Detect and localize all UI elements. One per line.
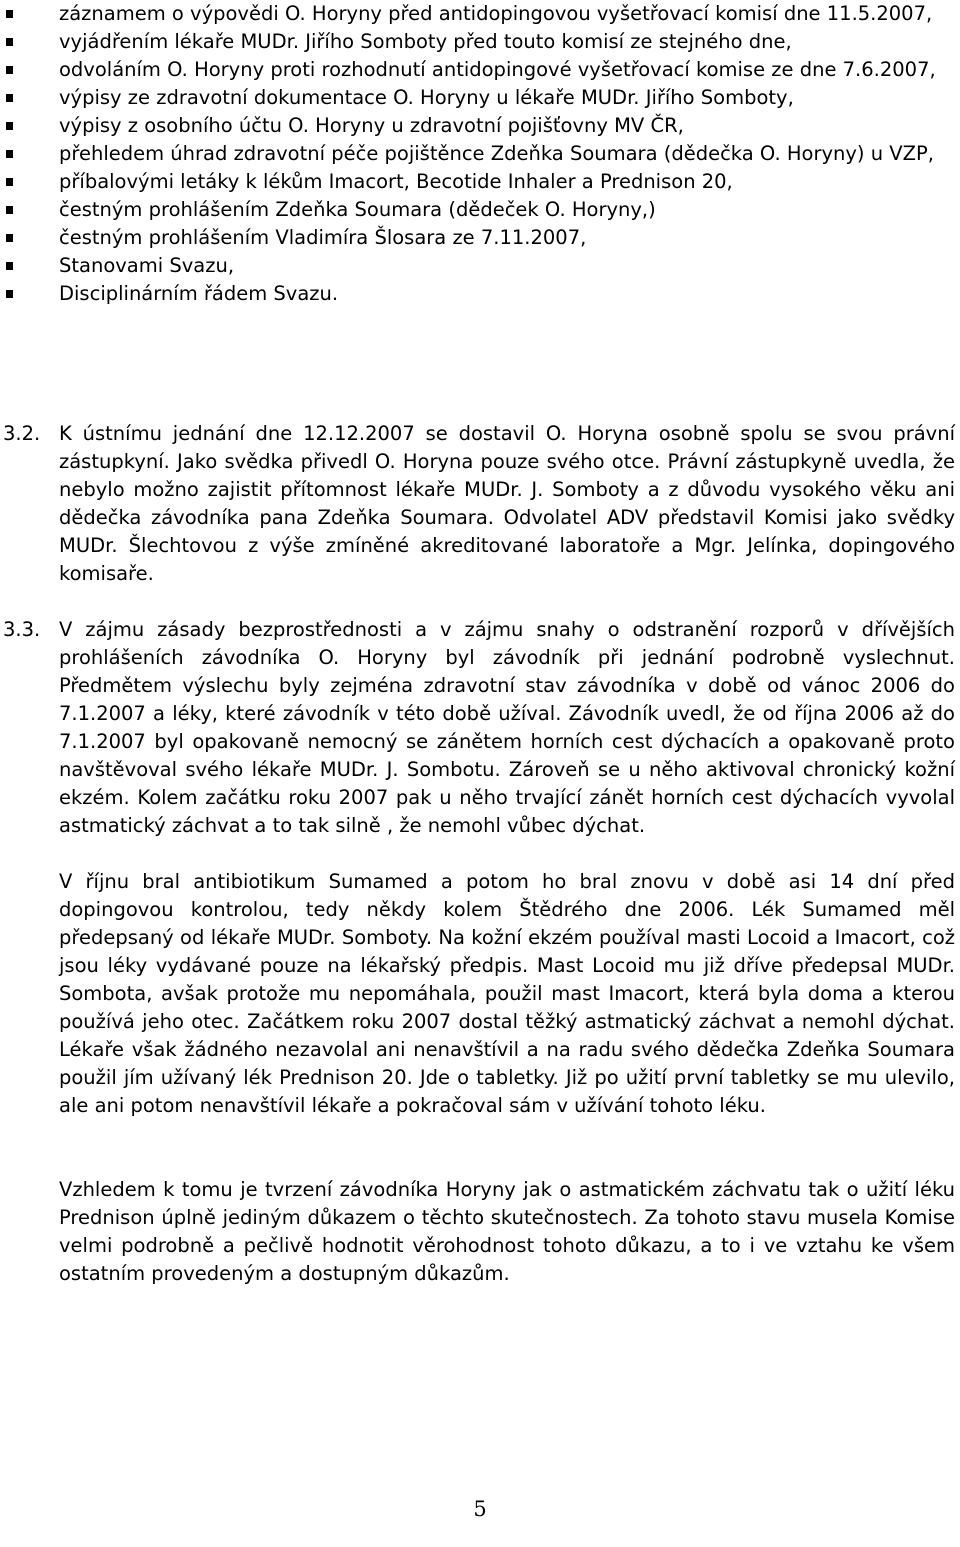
list-item: výpisy z osobního účtu O. Horyny u zdravotní pojišťovny MV ČR, xyxy=(0,112,960,140)
page-number: 5 xyxy=(473,1497,487,1521)
section-number: 3.2. xyxy=(3,422,41,445)
square-bullet-icon xyxy=(6,178,13,186)
square-bullet-icon xyxy=(6,66,13,74)
paragraph: V říjnu bral antibiotikum Sumamed a potom ho bral znovu v době asi 14 dní před dopingovou kontrolou, tedy někdy kolem Štědrého dne 2006. Lék Sumamed měl předepsaný od lékaře MUDr. Somboty. Na kožní ekzém používal masti Locoid a Imacort, což jsou léky vydávané pouze na lékařský předpis. Mast Locoid mu již dříve předepsal MUDr. Sombota, avšak protože mu nepomáhala, použil mast Imacort, která byla doma a kterou používá jeho otec. Začátkem roku 2007 dostal těžký astmatický záchvat a nemohl dýchat. Lékaře však žádného nezavolal ani nenavštívil a na radu svého dědečka Zdeňka Soumara použil jím užívaný lék Prednison 20. Jde o tabletky. Již po užití první tabletky se mu ulevilo, ale ani potom nenavštívil lékaře a pokračoval sám v užívání tohoto léku. xyxy=(59,870,955,1117)
list-item: přehledem úhrad zdravotní péče pojištěnce Zdeňka Soumara (dědečka O. Horyny) u VZP, xyxy=(0,140,960,168)
square-bullet-icon xyxy=(6,38,13,46)
section-number: 3.3. xyxy=(3,618,41,641)
section-text: K ústnímu jednání dne 12.12.2007 se dostavil O. Horyna osobně spolu se svou právní zástupkyní. Jako svědka přivedl O. Horyna pouze svého otce. Právní zástupkyně uvedla, že nebylo možno zajistit přítomnost lékaře MUDr. J. Somboty a z důvodu vysokého věku ani dědečka závodníka pana Zdeňka Soumara. Odvolatel ADV představil Komisi jako svědky MUDr. Šlechtovou z výše zmíněné akreditované laboratoře a Mgr. Jelínka, dopingového komisaře. xyxy=(59,422,955,585)
list-item: odvoláním O. Horyny proti rozhodnutí antidopingové vyšetřovací komise ze dne 7.6.2007, xyxy=(0,56,960,84)
list-item: vyjádřením lékaře MUDr. Jiřího Somboty před touto komisí ze stejného dne, xyxy=(0,28,960,56)
list-item: čestným prohlášením Zdeňka Soumara (dědeček O. Horyny,) xyxy=(0,196,960,224)
paragraph: Vzhledem k tomu je tvrzení závodníka Horyny jak o astmatickém záchvatu tak o užití léku Prednison úplně jediným důkazem o těchto skutečnostech. Za tohoto stavu musela Komise velmi podrobně a pečlivě hodnotit věrohodnost tohoto důkazu, a to i ve vztahu ke všem ostatním provedeným a dostupným důkazům. xyxy=(59,1178,955,1285)
list-item: Stanovami Svazu, xyxy=(0,252,960,280)
square-bullet-icon xyxy=(6,262,13,270)
square-bullet-icon xyxy=(6,206,13,214)
section-3-2 xyxy=(0,420,960,588)
section-text: V zájmu zásady bezprostřednosti a v zájmu snahy o odstranění rozporů v dřívějších prohlášeních závodníka O. Horyny byl závodník při jednání podrobně vyslechnut. Předmětem výslechu byly zejména zdravotní stav závodníka v době od vánoc 2006 do 7.1.2007 a léky, které závodník v této době užíval. Závodník uvedl, že od října 2006 až do 7.1.2007 byl opakovaně nemocný se zánětem horních cest dýchacích a opakovaně proto navštěvoval svého lékaře MUDr. J. Sombotu. Zároveň se u něho aktivoval chronický kožní ekzém. Kolem začátku roku 2007 pak u něho trvající zánět horních cest dýchacích vyvolal astmatický záchvat a to tak silně , že nemohl vůbec dýchat. xyxy=(59,618,955,837)
square-bullet-icon xyxy=(6,94,13,102)
square-bullet-icon xyxy=(6,122,13,130)
square-bullet-icon xyxy=(6,150,13,158)
list-item: výpisy ze zdravotní dokumentace O. Horyny u lékaře MUDr. Jiřího Somboty, xyxy=(0,84,960,112)
square-bullet-icon xyxy=(6,234,13,242)
list-item: čestným prohlášením Vladimíra Šlosara ze 7.11.2007, xyxy=(0,224,960,252)
section-3-3 xyxy=(0,616,960,840)
square-bullet-icon xyxy=(6,10,13,18)
list-item: příbalovými letáky k lékům Imacort, Becotide Inhaler a Prednison 20, xyxy=(0,168,960,196)
list-item: záznamem o výpovědi O. Horyny před antidopingovou vyšetřovací komisí dne 11.5.2007, xyxy=(0,0,960,28)
square-bullet-icon xyxy=(6,290,13,298)
list-item: Disciplinárním řádem Svazu. xyxy=(0,280,960,308)
evidence-list xyxy=(0,0,960,308)
